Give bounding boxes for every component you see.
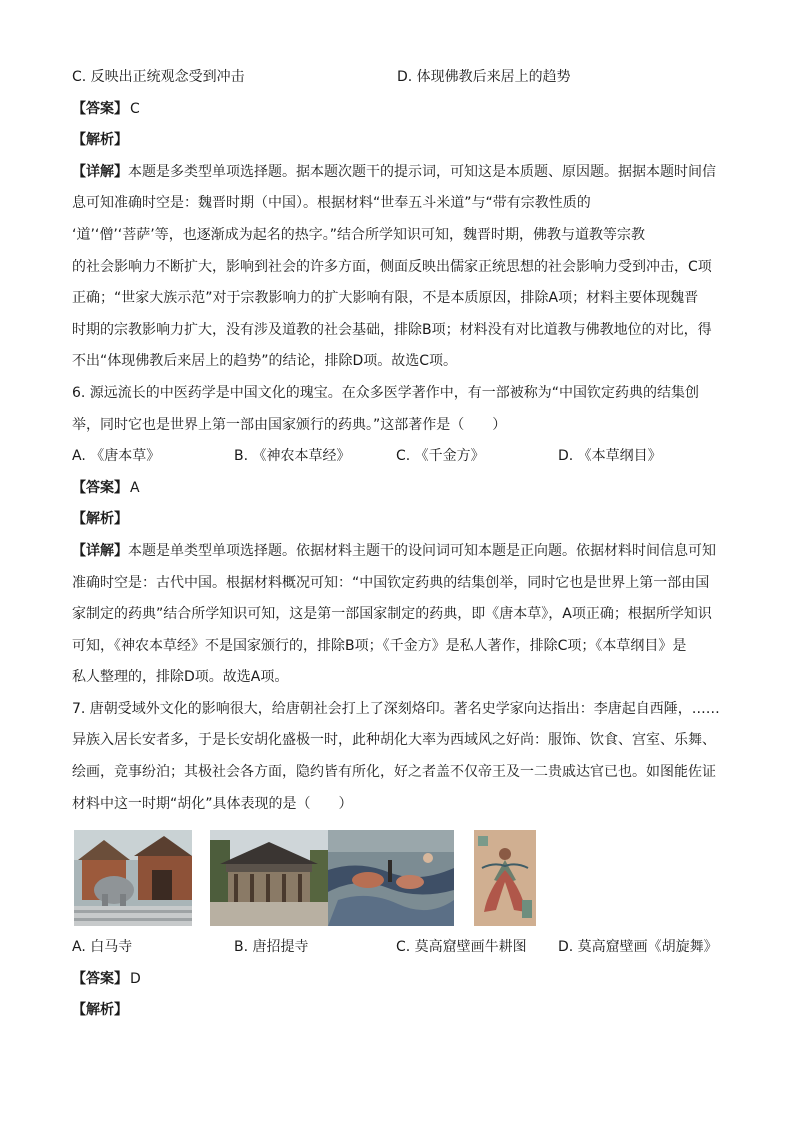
q7-option-a: A. 白马寺 xyxy=(72,939,133,956)
mogao-ox-plough-mural xyxy=(328,830,454,926)
q6-stem: 6. 源远流长的中医药学是中国文化的瑰宝。在众多医学著作中，有一部被称为“中国钦定药典的结集创 xyxy=(72,384,700,401)
answer-tag: 【答案】 xyxy=(72,970,128,987)
q6-option-b: B. 《神农本草经》 xyxy=(234,448,351,465)
q6-detail-line: 准确时空是：古代中国。根据材料概况可知：“中国钦定药典的结集创举，同时它也是世界上第一部由国 xyxy=(72,574,710,591)
q6-stem: 举，同时它也是世界上第一部由国家颁行的药典。”这部著作是（ ） xyxy=(72,416,507,433)
tangzhaotisi-photo xyxy=(210,830,328,926)
q7-option-d: D. 莫高窟壁画《胡旋舞》 xyxy=(558,939,718,956)
q6-options-row xyxy=(72,441,722,473)
q7-stem: 7. 唐朝受域外文化的影响很大，给唐朝社会打上了深刻烙印。著名史学家向达指出：李唐起自西陲，…… xyxy=(72,700,720,717)
q5-detail-line: 时期的宗教影响力扩大，没有涉及道教的社会基础，排除B项；材料没有对比道教与佛教地位的对比，得 xyxy=(72,321,712,338)
q6-analysis-heading: 【解析】 xyxy=(72,511,128,528)
q6-detail-line: 【详解】本题是单类型单项选择题。依据材料主题干的设问词可知本题是正向题。依据材料时间信息可知 xyxy=(72,542,716,559)
q5-detail-line: 【详解】本题是多类型单项选择题。据本题次题干的提示词，可知这是本质题、原因题。据据本题时间信 xyxy=(72,163,716,180)
baimasi-photo xyxy=(74,830,192,926)
q6-detail-line: 可知，《神农本草经》不是国家颁行的，排除B项；《千金方》是私人著作，排除C项；《本草纲目》是 xyxy=(72,637,687,654)
detail-tag: 【详解】 xyxy=(72,163,128,180)
q7-option-c: C. 莫高窟壁画牛耕图 xyxy=(396,939,527,956)
q6-option-c: C. 《千金方》 xyxy=(396,448,485,465)
q7-answer xyxy=(72,964,722,996)
answer-value: A xyxy=(130,479,140,496)
detail-tag: 【详解】 xyxy=(72,542,128,559)
q5-option-c: C. 反映出正统观念受到冲击 xyxy=(72,69,245,85)
q7-stem: 异族入居长安者多，于是长安胡化盛极一时，此种胡化大率为西域风之好尚：服饰、饮食、宫室、乐舞、 xyxy=(72,732,716,749)
mogao-huxuan-dance-mural xyxy=(474,830,536,926)
q6-option-a: A. 《唐本草》 xyxy=(72,448,161,465)
q7-stem: 材料中这一时期“胡化”具体表现的是（ ） xyxy=(72,795,353,812)
q6-answer xyxy=(72,473,722,505)
q7-option-b: B. 唐招提寺 xyxy=(234,939,309,956)
q7-options-row xyxy=(72,932,722,964)
document-page xyxy=(72,62,722,1027)
q5-options-row xyxy=(72,62,722,94)
answer-value: D xyxy=(130,970,141,987)
answer-tag: 【答案】 xyxy=(72,100,128,117)
answer-value: C xyxy=(130,100,140,117)
q5-detail-line: 正确；“世家大族示范”对于宗教影响力的扩大影响有限，不是本质原因，排除A项；材料主要体现魏晋 xyxy=(72,290,699,307)
q5-detail-line: ‘道’‘僧’‘菩萨’等，也逐渐成为起名的热字。”结合所学知识可知，魏晋时期，佛教与道教等宗教 xyxy=(72,226,645,243)
q6-detail-line: 私人整理的，排除D项。故选A项。 xyxy=(72,669,289,686)
q6-detail-line: 家制定的药典”结合所学知识可知，这是第一部国家制定的药典，即《唐本草》，A项正确；根据所学知识 xyxy=(72,606,712,623)
q5-detail-line: 不出“体现佛教后来居上的趋势”的结论，排除D项。故选C项。 xyxy=(72,353,458,370)
q5-answer xyxy=(72,94,722,126)
q7-analysis-heading: 【解析】 xyxy=(72,1002,128,1019)
q5-detail-line: 息可知准确时空是：魏晋时期（中国）。根据材料“世奉五斗米道”与“带有宗教性质的 xyxy=(72,195,591,212)
q5-detail-line: 的社会影响力不断扩大，影响到社会的许多方面，侧面反映出儒家正统思想的社会影响力受到冲击，C项 xyxy=(72,258,712,275)
q5-analysis-heading: 【解析】 xyxy=(72,132,128,149)
q7-images-row xyxy=(72,822,722,932)
q5-option-d: D. 体现佛教后来居上的趋势 xyxy=(397,69,571,85)
answer-tag: 【答案】 xyxy=(72,479,128,496)
q7-stem: 绘画，竞事纷泊；其极社会各方面，隐约皆有所化，好之者盖不仅帝王及一二贵戚达官已也。如图能佐证 xyxy=(72,764,716,781)
q6-option-d: D. 《本草纲目》 xyxy=(558,448,662,465)
